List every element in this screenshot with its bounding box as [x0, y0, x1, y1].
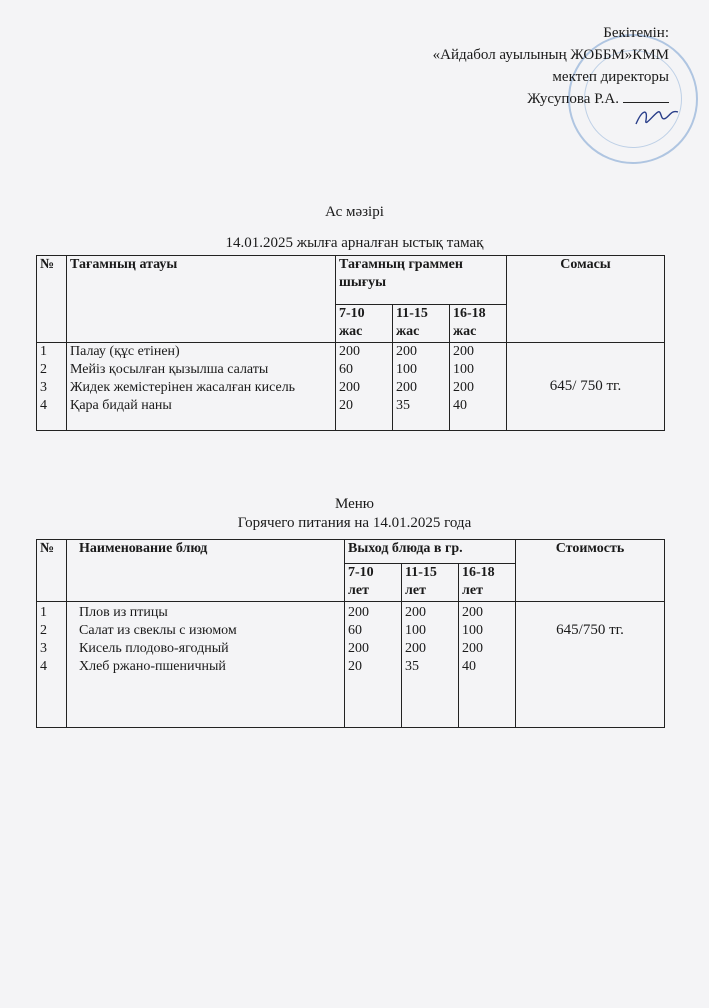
kz-dish-name: Палау (құс етінен) [70, 344, 180, 359]
kz-price: 645/ 750 тг. [507, 343, 665, 431]
ru-grams: 200 [462, 605, 483, 620]
kz-subtitle: 14.01.2025 жылға арналған ыстық тамақ [225, 235, 484, 251]
kz-header-age3: 16-18 жас [450, 305, 507, 343]
ru-grams: 200 [405, 605, 426, 620]
kz-grams: 200 [453, 380, 474, 395]
ru-grams: 200 [348, 641, 369, 656]
ru-row-num: 4 [40, 659, 47, 674]
ru-age3-cell [459, 602, 516, 728]
kz-grams: 200 [339, 380, 360, 395]
kz-dish-name: Жидек жемістерінен жасалған кисель [70, 380, 296, 395]
ru-dish-name: Салат из свеклы с изюмом [79, 623, 237, 638]
kz-header-age1: 7-10 жас [336, 305, 393, 343]
ru-grams: 40 [462, 659, 476, 674]
director-name: Жусупова Р.А. [527, 91, 619, 107]
ru-grams: 60 [348, 623, 362, 638]
kz-title: Ас мәзірі [325, 204, 384, 220]
ru-price: 645/750 тг. [516, 602, 665, 728]
approval-line-2: «Айдабол ауылының ЖОББМ»КММ [432, 47, 669, 63]
ru-header-age3: 16-18 лет [459, 564, 516, 602]
kz-grams: 35 [396, 398, 410, 413]
kz-grams: 200 [339, 344, 360, 359]
ru-menu-table [36, 539, 665, 728]
ru-dish-name: Хлеб ржано-пшеничный [79, 659, 226, 674]
ru-header-name: Наименование блюд [67, 540, 345, 602]
signature-line [623, 88, 669, 103]
ru-row-num: 1 [40, 605, 47, 620]
kz-age3-cell [450, 343, 507, 431]
kz-header-age2: 11-15 жас [393, 305, 450, 343]
kz-grams: 100 [396, 362, 417, 377]
kz-grams: 200 [396, 344, 417, 359]
kz-row-num: 4 [40, 398, 47, 413]
ru-num-cell [37, 602, 67, 728]
kz-header-yield: Тағамның граммен шығуы [336, 256, 507, 305]
ru-grams: 200 [405, 641, 426, 656]
approval-line-3: мектеп директоры [552, 69, 669, 85]
kz-grams: 100 [453, 362, 474, 377]
approval-line-1: Бекітемін: [603, 25, 669, 41]
kz-name-cell [67, 343, 336, 431]
ru-grams: 100 [462, 623, 483, 638]
kz-grams: 200 [396, 380, 417, 395]
ru-header-yield: Выход блюда в гр. [345, 540, 516, 564]
ru-header-num: № [37, 540, 67, 602]
kz-grams: 60 [339, 362, 353, 377]
ru-dish-name: Кисель плодово-ягодный [79, 641, 229, 656]
kz-num-cell [37, 343, 67, 431]
ru-header-age2: 11-15 лет [402, 564, 459, 602]
ru-grams: 200 [348, 605, 369, 620]
ru-grams: 35 [405, 659, 419, 674]
approval-block [433, 22, 669, 110]
ru-name-cell [67, 602, 345, 728]
ru-grams: 200 [462, 641, 483, 656]
ru-grams: 20 [348, 659, 362, 674]
kz-header-price: Сомасы [507, 256, 665, 343]
kz-dish-name: Қара бидай наны [70, 398, 172, 413]
kz-row-num: 3 [40, 380, 47, 395]
ru-row-num: 2 [40, 623, 47, 638]
ru-grams: 100 [405, 623, 426, 638]
kz-header-num: № [37, 256, 67, 343]
kz-menu-table [36, 255, 665, 431]
approval-line-4 [433, 88, 669, 110]
kz-dish-name: Мейіз қосылған қызылша салаты [70, 362, 269, 377]
ru-title: Меню [334, 496, 375, 512]
ru-dish-name: Плов из птицы [79, 605, 168, 620]
ru-age1-cell [345, 602, 402, 728]
kz-age1-cell [336, 343, 393, 431]
ru-header-price: Стоимость [516, 540, 665, 602]
kz-grams: 200 [453, 344, 474, 359]
kz-grams: 40 [453, 398, 467, 413]
kz-row-num: 2 [40, 362, 47, 377]
kz-row-num: 1 [40, 344, 47, 359]
ru-subtitle: Горячего питания на 14.01.2025 года [237, 515, 472, 531]
ru-header-age1: 7-10 лет [345, 564, 402, 602]
kz-age2-cell [393, 343, 450, 431]
ru-age2-cell [402, 602, 459, 728]
kz-header-name: Тағамның атауы [67, 256, 336, 343]
ru-row-num: 3 [40, 641, 47, 656]
kz-grams: 20 [339, 398, 353, 413]
